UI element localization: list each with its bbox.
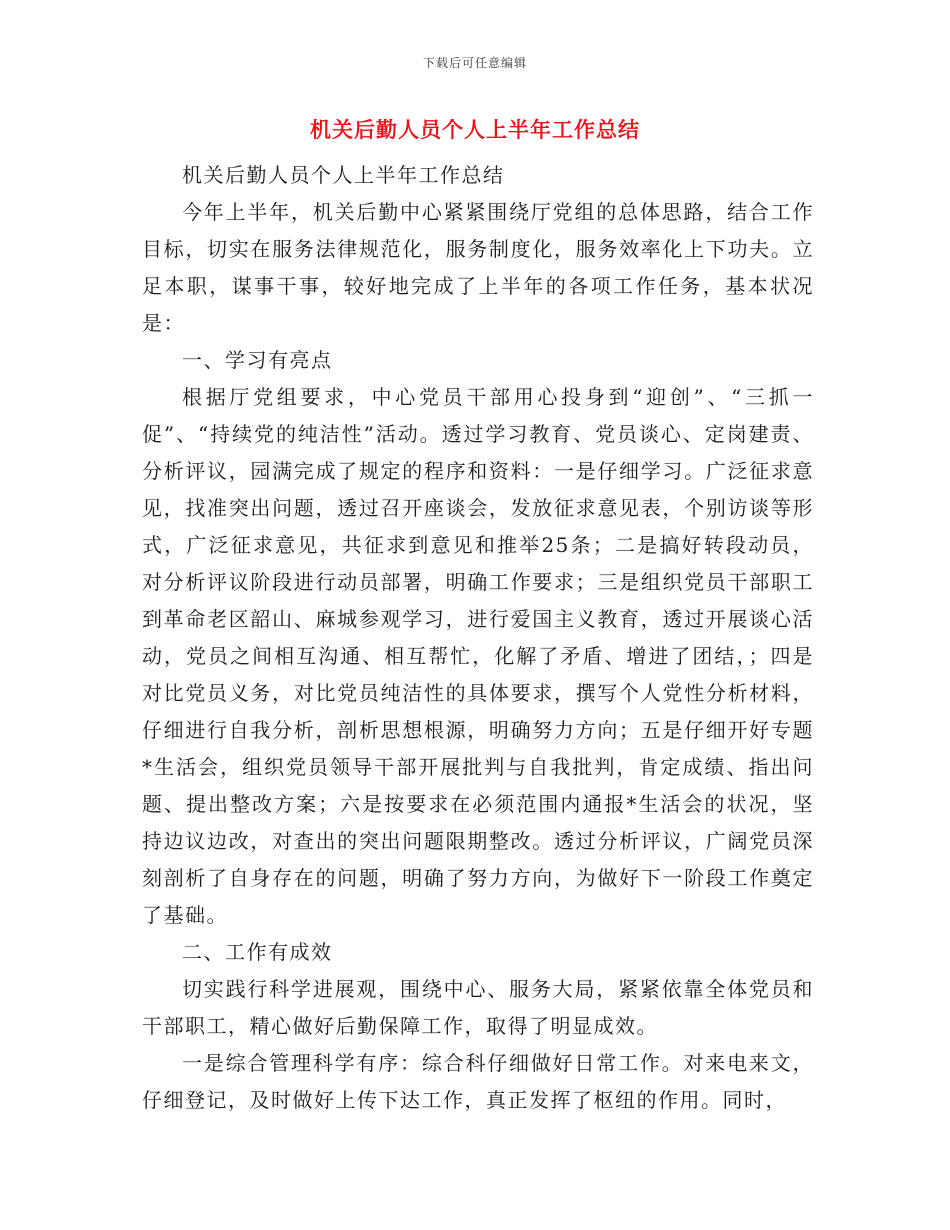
paragraph-subtitle: 机关后勤人员个人上半年工作总结 — [182, 163, 505, 187]
paragraph-intro: 今年上半年，机关后勤中心紧紧围绕厅党组的总体思路，结合工作目标，切实在服务法律规范化，服务制度化，服务效率化上下功夫。立足本职，谋事干事，较好地完成了上半年的各项工作任务，基本状况是： — [142, 200, 814, 335]
paragraph-work: 切实践行科学进展观，围绕中心、服务大局，紧紧依靠全体党员和干部职工，精心做好后勤保障工作，取得了明显成效。 — [142, 977, 814, 1038]
paragraph-management: 一是综合管理科学有序：综合科仔细做好日常工作。对来电来文，仔细登记，及时做好上传下达工作，真正发挥了枢纽的作用。同时， — [142, 1051, 814, 1112]
document-title: 机关后勤人员个人上半年工作总结 — [310, 117, 640, 142]
document-body — [142, 157, 814, 1119]
section-heading-work: 二、工作有成效 — [182, 940, 333, 964]
header-note: 下载后可任意编辑 — [422, 56, 527, 70]
section-heading-study: 一、学习有亮点 — [182, 348, 333, 372]
paragraph-study: 根据厅党组要求，中心党员干部用心投身到“迎创”、“三抓一促”、“持续党的纯洁性”活动。透过学习教育、党员谈心、定岗建责、分析评议，园满完成了规定的程序和资料：一是仔细学习。广泛征求意见，找准突出问题，透过召开座谈会，发放征求意见表，个别访谈等形式，广泛征求意见，共征求到意见和推举25条；二是搞好转段动员，对分析评议阶段进行动员部署，明确工作要求；三是组织党员干部职工到革命老区韶山、麻城参观学习，进行爱国主义教育，透过开展谈心活动，党员之间相互沟通、相互帮忙，化解了矛盾、增进了团结，；四是对比党员义务，对比党员纯洁性的具体要求，撰写个人党性分析材料，仔细进行自我分析，剖析思想根源，明确努力方向；五是仔细开好专题*生活会，组织党员领导干部开展批判与自我批判，肯定成绩、指出问题、提出整改方案；六是按要求在必须范围内通报*生活会的状况，坚持边议边改，对查出的突出问题限期整改。透过分析评议，广阔党员深刻剖析了自身存在的问题，明确了努力方向，为做好下一阶段工作奠定了基础。 — [142, 385, 814, 927]
